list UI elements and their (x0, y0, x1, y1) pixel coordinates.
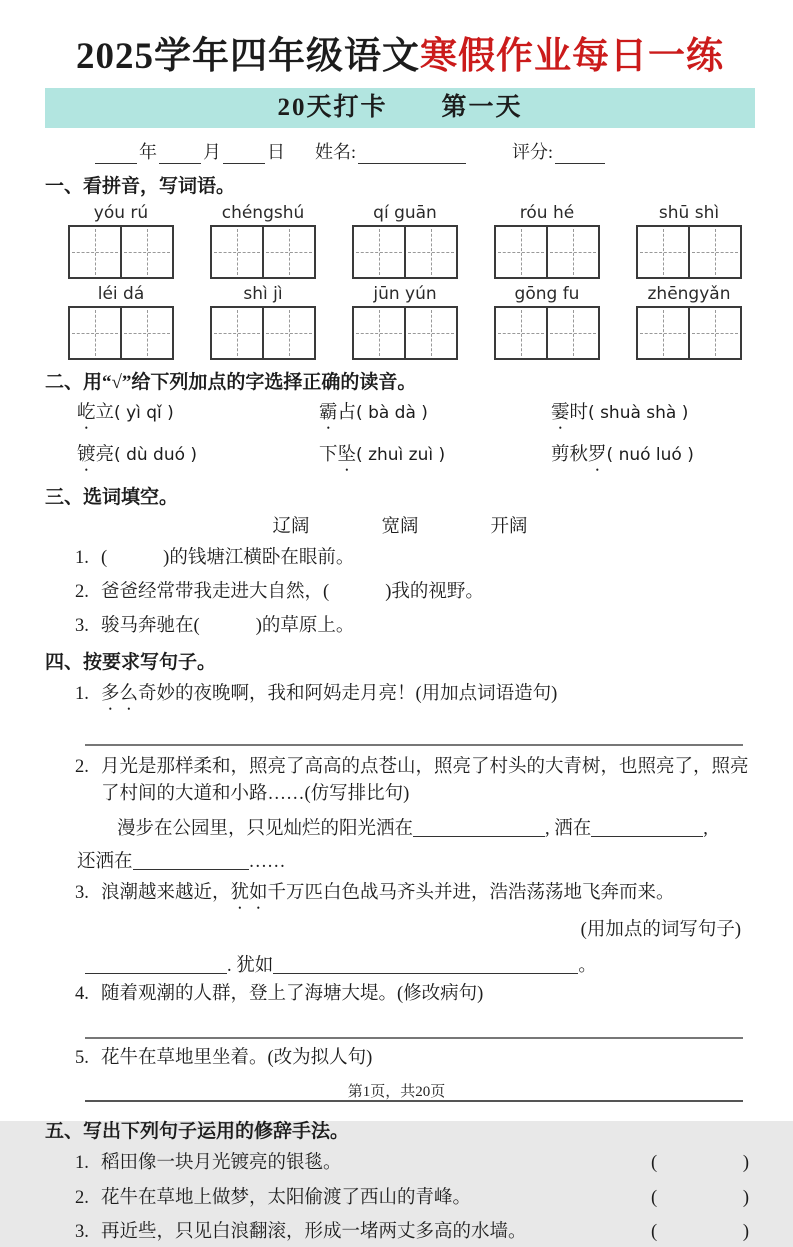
writing-box (352, 225, 458, 279)
item-number: 3. (75, 615, 89, 636)
writing-cell (70, 308, 120, 358)
pinyin-label: gōng fu (514, 284, 580, 305)
sentence-task-1 (75, 681, 755, 714)
name-label: 姓名: (315, 142, 357, 163)
pinyin-choices: ( bà dà ) (356, 403, 428, 424)
section5-heading: 五、写出下列句子运用的修辞手法。 (45, 1120, 350, 1142)
sentence-tasks (75, 681, 755, 714)
writing-box (494, 225, 600, 279)
pinyin-choices: ( dù duó ) (114, 445, 198, 466)
score-label: 评分: (512, 142, 554, 163)
section2-heading: 二、用“√”给下列加点的字选择正确的读音。 (45, 372, 417, 394)
dotted-char: 坠 (337, 445, 357, 466)
writing-cell (262, 308, 314, 358)
rhetoric-item (75, 1219, 755, 1247)
pronunciation-item (319, 398, 551, 433)
section1-heading: 一、看拼音，写词语。 (45, 176, 236, 198)
writing-cell (212, 308, 262, 358)
writing-cell (120, 227, 172, 277)
dotted-char: 镀 (77, 445, 96, 466)
fill-blank (85, 956, 227, 974)
pinyin-label: chéngshú (221, 203, 305, 224)
item-text: 稻田像一块月光镀亮的银毯。 (101, 1152, 342, 1173)
item-number: 5. (75, 1048, 89, 1069)
writing-box (210, 306, 316, 360)
pinyin-label: róu hé (519, 203, 575, 224)
section3-heading: 三、选词填空。 (45, 487, 179, 509)
pinyin-row-1 (45, 201, 755, 279)
item-number: 4. (75, 984, 89, 1005)
writing-box (68, 306, 174, 360)
pinyin-group (207, 201, 319, 279)
pinyin-label: qí guān (373, 203, 437, 224)
answer-line-3: . 犹如 。 (85, 951, 755, 977)
dotted-word: 多么 (101, 683, 139, 704)
writing-box (352, 306, 458, 360)
writing-cell (354, 227, 404, 277)
fill-blank (133, 852, 249, 870)
fill-in-item (75, 579, 755, 606)
pinyin-group (633, 282, 745, 360)
writing-box (68, 225, 174, 279)
pinyin-label: shì jì (243, 284, 283, 305)
pinyin-group (65, 282, 177, 360)
word-bank-item: 开阔 (490, 517, 528, 538)
writing-cell (212, 227, 262, 277)
pronunciation-item (77, 440, 319, 475)
writing-cell (546, 308, 598, 358)
rhetoric-list (75, 1150, 755, 1247)
writing-box (636, 306, 742, 360)
answer-line-4 (85, 1021, 743, 1039)
writing-cell (496, 227, 546, 277)
rhetoric-item (75, 1150, 755, 1178)
writing-cell (688, 308, 740, 358)
answer-parens: ( ) (651, 1152, 749, 1173)
pinyin-group (491, 201, 603, 279)
pinyin-group (207, 282, 319, 360)
sentence-tasks (75, 880, 755, 913)
score-blank (555, 146, 605, 164)
item-number: 2. (75, 756, 89, 777)
pinyin-group (349, 201, 461, 279)
writing-box (210, 225, 316, 279)
item-number: 2. (75, 1187, 89, 1208)
year-blank (95, 146, 137, 164)
answer-line-1 (85, 728, 743, 746)
writing-cell (638, 227, 688, 277)
dotted-char: 罗 (588, 445, 607, 466)
dotted-word: 犹如 (230, 883, 268, 904)
year-label: 年 (139, 142, 157, 163)
sentence-task-2 (75, 754, 755, 808)
writing-box (636, 225, 742, 279)
fill-line-2: 还洒在 …… (77, 852, 286, 873)
item-text: 骏马奔驰在( )的草原上。 (101, 615, 355, 636)
pinyin-group (633, 201, 745, 279)
writing-cell (496, 308, 546, 358)
item-text: 花牛在草地里坐着。(改为拟人句) (101, 1048, 373, 1069)
word-bank (45, 512, 755, 538)
pinyin-label: jūn yún (373, 284, 437, 305)
writing-cell (70, 227, 120, 277)
sentence-task-4 (75, 981, 755, 1008)
section4-heading: 四、按要求写句子。 (45, 651, 217, 673)
title-black-part: 2025学年四年级语文 (76, 36, 420, 77)
dotted-char: 屹 (77, 403, 96, 424)
pinyin-choices: ( zhuì zuì ) (356, 445, 446, 466)
item-text: 随着观潮的人群，登上了海塘大堤。(修改病句) (101, 984, 484, 1005)
pinyin-group (65, 201, 177, 279)
item-number: 3. (75, 1222, 89, 1243)
writing-cell (354, 308, 404, 358)
month-label: 月 (203, 142, 221, 163)
page-footer: 第1页，共20页 (347, 1084, 446, 1100)
fill-blank (273, 956, 578, 974)
word-post: 占 (337, 403, 357, 424)
day-banner: 20天打卡 第一天 (45, 88, 755, 128)
word-pre: 剪秋 (551, 445, 589, 466)
pronunciation-grid (77, 398, 755, 475)
spacer (45, 1008, 755, 1021)
item-text: 花牛在草地上做梦，太阳偷渡了西山的青峰。 (101, 1187, 472, 1208)
fill-in-item (75, 613, 755, 640)
pinyin-choices: ( yì qǐ ) (114, 403, 174, 424)
pinyin-label: zhēngyǎn (647, 284, 731, 305)
item-text: ( )的钱塘江横卧在眼前。 (101, 548, 355, 569)
rhetoric-item (75, 1185, 755, 1213)
dotted-char: 霸 (319, 403, 338, 424)
day-label: 日 (267, 142, 285, 163)
item-text: 多么奇妙的夜晚啊，我和阿妈走月亮！(用加点词语造句) (101, 683, 558, 704)
fill-blank (591, 819, 703, 837)
writing-box (494, 306, 600, 360)
word-bank-item: 辽阔 (272, 517, 310, 538)
dotted-char: 霎 (551, 403, 570, 424)
pinyin-choices: ( shuà shà ) (588, 403, 689, 424)
item-number: 1. (75, 1152, 89, 1173)
sentence-tasks (75, 1045, 755, 1072)
writing-cell (404, 227, 456, 277)
item-number: 3. (75, 883, 89, 904)
item-number: 2. (75, 582, 89, 603)
pinyin-label: léi dá (97, 284, 145, 305)
name-blank (358, 146, 466, 164)
word-bank-item: 宽阔 (381, 517, 419, 538)
pinyin-label: yóu rú (93, 203, 149, 224)
word-post: 亮 (95, 445, 115, 466)
item-number: 1. (75, 683, 89, 704)
writing-cell (120, 308, 172, 358)
word-post: 时 (569, 403, 589, 424)
writing-cell (688, 227, 740, 277)
item-text: 再近些，只见白浪翻滚，形成一堵两丈多高的水墙。 (101, 1222, 527, 1243)
writing-cell (404, 308, 456, 358)
date-name-score-line (95, 138, 755, 164)
pronunciation-item (77, 398, 319, 433)
pronunciation-item (319, 440, 551, 475)
word-pre: 下 (319, 445, 338, 466)
sentence-tasks (75, 754, 755, 808)
fill-in-list (75, 545, 755, 639)
task-3-note: (用加点的词写句子) (580, 920, 741, 941)
writing-cell (546, 227, 598, 277)
month-blank (159, 146, 201, 164)
answer-parens: ( ) (651, 1187, 749, 1208)
spacer (45, 714, 755, 728)
pinyin-choices: ( nuó luó ) (606, 445, 694, 466)
pronunciation-item (551, 440, 755, 475)
day-blank (223, 146, 265, 164)
page-title (45, 34, 755, 80)
pinyin-row-2 (45, 282, 755, 360)
writing-cell (262, 227, 314, 277)
pinyin-group (491, 282, 603, 360)
item-text: 月光是那样柔和，照亮了高高的点苍山，照亮了村头的大青树，也照亮了，照亮了村间的大道和小路……(仿写排比句) (101, 756, 749, 804)
fill-blank (413, 819, 545, 837)
sentence-task-5 (75, 1045, 755, 1072)
pinyin-group (349, 282, 461, 360)
fill-line-1: 漫步在公园里，只见灿烂的阳光洒在 , 洒在 , (117, 819, 708, 840)
pinyin-label: shū shì (658, 203, 720, 224)
writing-cell (638, 308, 688, 358)
answer-parens: ( ) (651, 1222, 749, 1243)
item-text: 浪潮越来越近，犹如千万匹白色战马齐头并进，浩浩荡荡地飞奔而来。 (101, 883, 675, 904)
title-red-part: 寒假作业每日一练 (420, 36, 724, 77)
sentence-tasks (75, 981, 755, 1008)
fill-in-item (75, 545, 755, 572)
pronunciation-item (551, 398, 755, 433)
item-number: 1. (75, 548, 89, 569)
sentence-task-3 (75, 880, 755, 913)
item-text: 爸爸经常带我走进大自然，( )我的视野。 (101, 582, 484, 603)
word-post: 立 (95, 403, 115, 424)
